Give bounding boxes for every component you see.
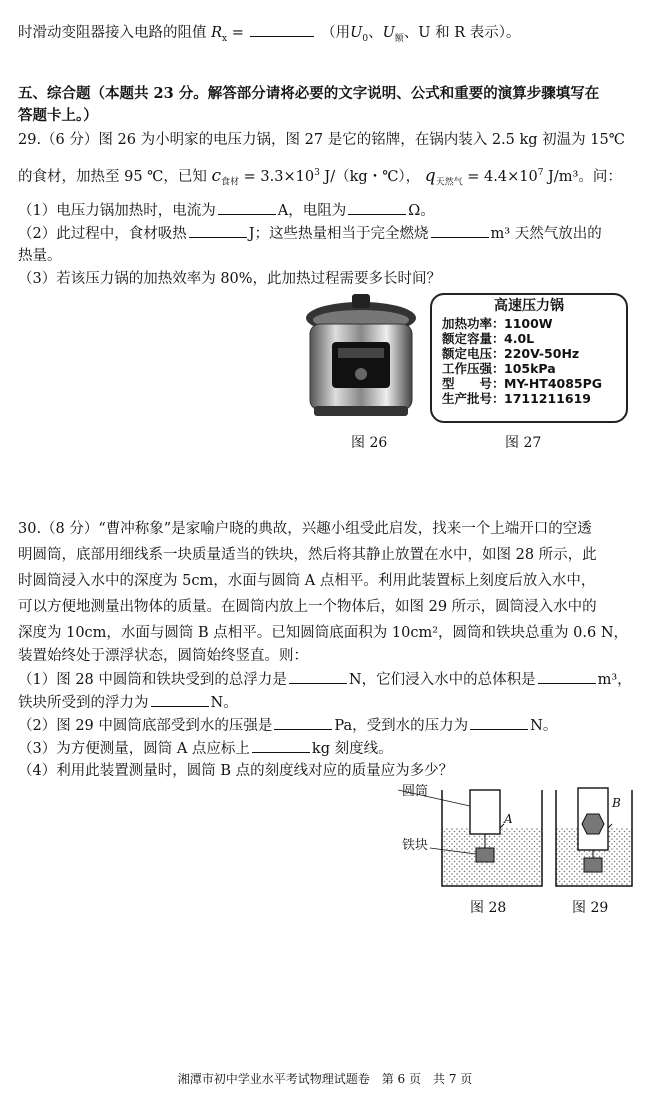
answer-blank[interactable]	[348, 200, 406, 215]
q30-line2: 明圆筒，底部用细线系一块质量适当的铁块，然后将其静止放置在水中，如图 28 所示，此	[18, 547, 597, 563]
section-heading-cont: 答题卡上。）	[18, 107, 98, 124]
nameplate	[430, 293, 628, 423]
q29-part1: （1）电压力锅加热时，电流为 A，电阻为 Ω。	[18, 200, 435, 221]
nameplate-row: 额定电压：220V-50Hz	[442, 346, 580, 361]
q30-part2: （2）图 29 中圆筒底部受到水的压强是 Pa，受到水的压力为 N。	[18, 715, 557, 736]
q30-line6: 装置始终处于漂浮状态，圆筒始终竖直。则：	[18, 648, 308, 664]
answer-blank[interactable]	[431, 223, 489, 238]
q29-part2: （2）此过程中，食材吸热 J；这些热量相当于完全燃烧 m³ 天然气放出的	[18, 223, 602, 244]
q30-part3: （3）为方便测量，圆筒 A 点应标上 kg 刻度线。	[18, 738, 393, 759]
pressure-cooker-illustration	[300, 288, 422, 426]
q30-part1: （1）图 28 中圆筒和铁块受到的总浮力是 N，它们浸入水中的总体积是 m³，	[18, 669, 632, 690]
answer-blank[interactable]	[538, 669, 596, 684]
q29-part3: （3）若该压力锅的加热效率为 80%，此加热过程需要多长时间？	[18, 271, 442, 287]
nameplate-row: 型 号：MY-HT4085PG	[442, 376, 603, 391]
answer-blank[interactable]	[189, 223, 247, 238]
q29-line1: 29.（6 分）图 26 为小明家的电压力锅，图 27 是它的铭牌，在锅内装入 2.5 kg 初温为 15℃	[18, 132, 625, 148]
fig29-caption: 图 29	[572, 900, 609, 916]
fig26-caption: 图 26	[351, 435, 388, 451]
answer-blank[interactable]	[274, 715, 332, 730]
nameplate-row: 生产批号：1711211619	[442, 391, 591, 406]
nameplate-row: 额定容量：4.0L	[442, 331, 535, 346]
answer-blank[interactable]	[289, 669, 347, 684]
fig28-caption: 图 28	[470, 900, 507, 916]
float-apparatus-diagram	[398, 780, 634, 892]
nameplate-row: 工作压强：105kPa	[442, 361, 556, 376]
nameplate-row: 加热功率：1100W	[442, 316, 553, 331]
q29-line2: 的食材，加热至 95 ℃，已知 $c_{食材} = 3.3\times 10^3$ J/（kg・℃）， $q_{天然气} = 4.4\times 10^7$ J/m³。问：	[18, 165, 622, 188]
q30-line4: 可以方便地测量出物体的质量。在圆筒内放上一个物体后，如图 29 所示，圆筒浸入水中的	[18, 599, 597, 615]
nameplate-title: 高速压力锅	[494, 298, 564, 314]
answer-blank[interactable]	[252, 738, 310, 753]
page-footer: 湘潭市初中学业水平考试物理试题卷 第 6 页 共 7 页	[177, 1072, 473, 1086]
q30-line1: 30.（8 分）“曹冲称象”是家喻户晓的典故，兴趣小组受此启发，找来一个上端开口的空透	[18, 521, 592, 537]
label-tube: 圆筒	[402, 784, 429, 799]
q30-part4: （4）利用此装置测量时，圆筒 B 点的刻度线对应的质量应为多少？	[18, 763, 454, 779]
label-point-a: A	[504, 812, 513, 826]
answer-blank[interactable]	[151, 692, 209, 707]
label-iron-block: 铁块	[402, 838, 429, 853]
answer-blank[interactable]	[250, 22, 314, 37]
label-point-b: B	[612, 796, 621, 810]
section-heading: 五、综合题（本题共 23 分。解答部分请将必要的文字说明、公式和重要的演算步骤填写在	[18, 85, 600, 102]
fig27-caption: 图 27	[505, 435, 542, 451]
q30-line3: 时圆筒浸入水中的深度为 5cm，水面与圆筒 A 点相平。利用此装置标上刻度后放入水中，	[18, 573, 596, 589]
q29-part2-cont: 热量。	[18, 248, 62, 264]
q30-part1-cont: 铁块所受到的浮力为 N。	[18, 692, 238, 713]
top-line: 时滑动变阻器接入电路的阻值 $R_x$ = （用$U_0$、$U_额$、U 和 R 表示）。	[18, 22, 521, 49]
answer-blank[interactable]	[218, 200, 276, 215]
q30-line5: 深度为 10cm，水面与圆筒 B 点相平。已知圆筒底面积为 10cm²，圆筒和铁块总重为 0.6 N，	[18, 625, 629, 641]
var-r: R	[211, 25, 223, 41]
answer-blank[interactable]	[470, 715, 528, 730]
